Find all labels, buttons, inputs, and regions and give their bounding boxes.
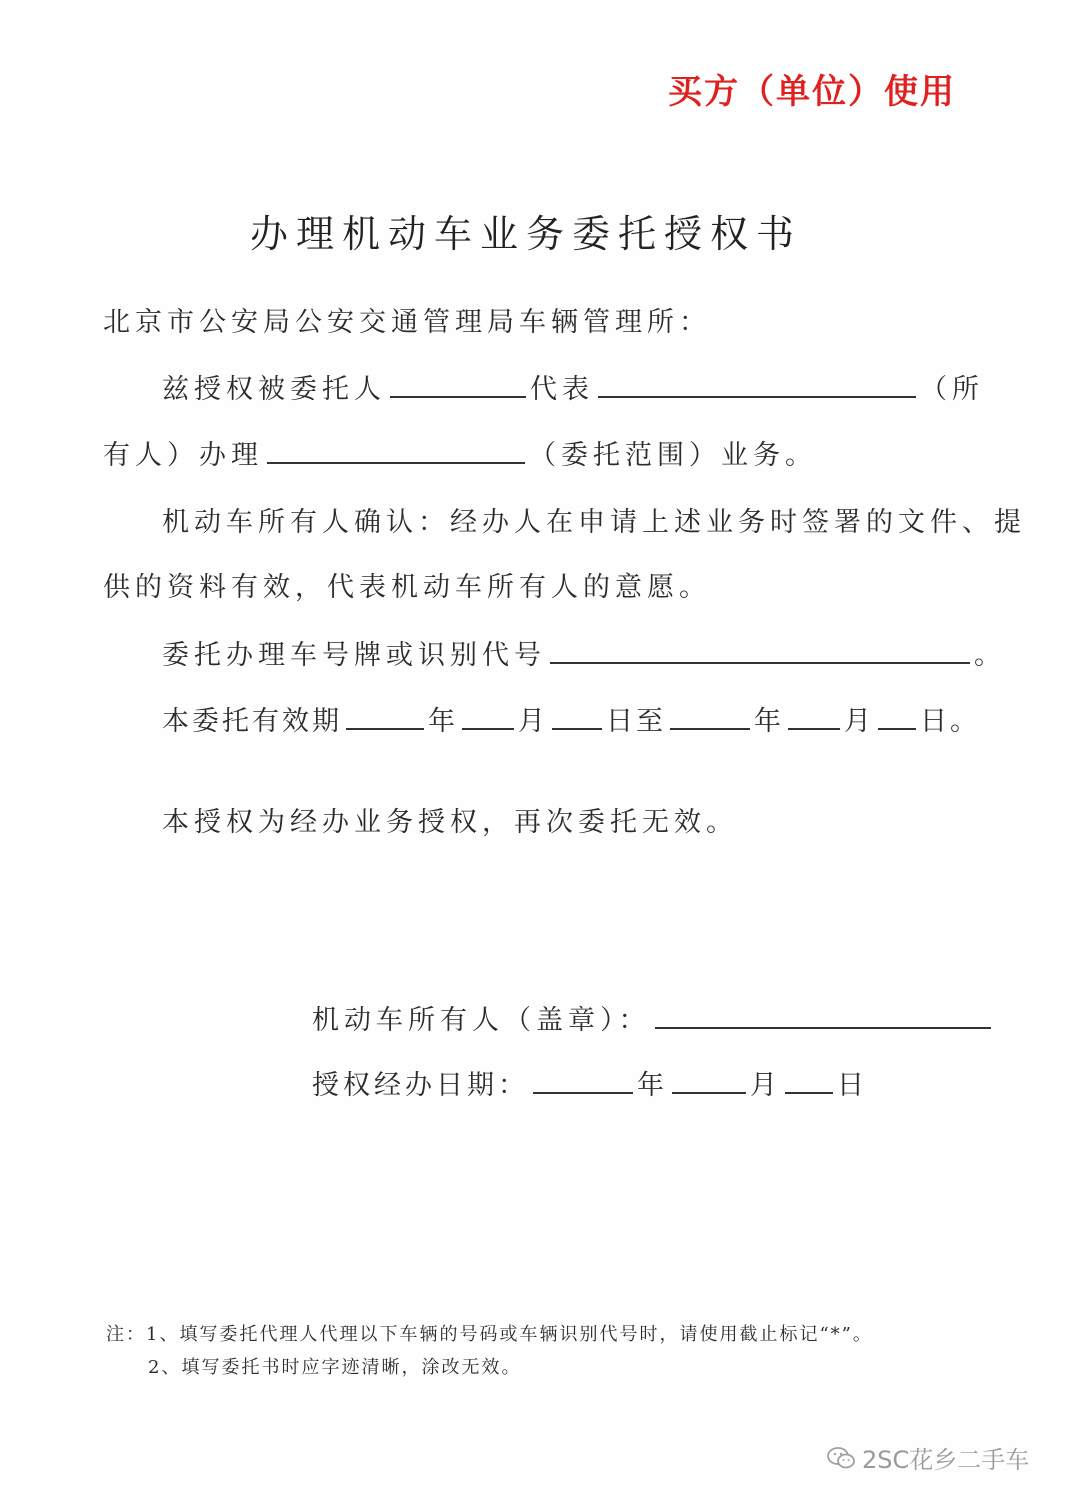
- document-title: 办理机动车业务委托授权书: [250, 212, 803, 256]
- month-label: 月: [518, 706, 548, 737]
- start-year-field[interactable]: [346, 698, 424, 730]
- watermark: [826, 1440, 1029, 1475]
- validity-label: 本委托有效期: [162, 706, 342, 737]
- owner-confirmation-line-1: 机动车所有人确认：经办人在申请上述业务时签署的文件、提: [162, 507, 1026, 538]
- scope-label: （委托范围）业务。: [529, 440, 817, 471]
- plate-label: 委托办理车号牌或识别代号: [162, 640, 546, 671]
- validity-line: [162, 698, 980, 738]
- auth-month-label: 月: [750, 1070, 781, 1101]
- plate-end: 。: [974, 640, 1006, 671]
- end-month-field[interactable]: [788, 698, 840, 730]
- start-day-field[interactable]: [552, 698, 602, 730]
- plate-line: [162, 632, 1006, 672]
- addressee: 北京市公安局公安交通管理局车辆管理所：: [103, 307, 711, 338]
- authorize-label: 兹授权被委托人: [162, 374, 386, 405]
- agent-name-field[interactable]: [390, 366, 526, 398]
- auth-month-field[interactable]: [672, 1062, 746, 1094]
- auth-day-label: 日: [837, 1070, 868, 1101]
- auth-date-line: [312, 1062, 868, 1102]
- note-1: 注：1、填写委托代理人代理以下车辆的号码或车辆识别代号时，请使用截止标记“*”。: [106, 1324, 873, 1345]
- authorization-statement: 本授权为经办业务授权，再次委托无效。: [162, 807, 738, 838]
- auth-year-label: 年: [637, 1070, 668, 1101]
- start-month-field[interactable]: [462, 698, 514, 730]
- scope-field[interactable]: [267, 432, 525, 464]
- month-label-2: 月: [844, 706, 874, 737]
- owner-name-field[interactable]: [598, 366, 916, 398]
- end-year-field[interactable]: [670, 698, 750, 730]
- owner-confirmation-line-2: 供的资料有效，代表机动车所有人的意愿。: [103, 572, 711, 603]
- buyer-use-badge: 买方（单位）使用: [668, 72, 956, 112]
- owner-suffix-label: （所: [920, 374, 984, 405]
- year-label: 年: [428, 706, 458, 737]
- note-2: 2、填写委托书时应字迹清晰，涂改无效。: [148, 1357, 522, 1378]
- wechat-icon: [826, 1445, 856, 1471]
- handle-label: 有人）办理: [103, 440, 263, 471]
- end-day-field[interactable]: [878, 698, 916, 730]
- owner-seal-line: [312, 997, 995, 1037]
- day-end-label: 日。: [920, 706, 980, 737]
- watermark-text: 2SC花乡二手车: [862, 1446, 1030, 1474]
- day-to-label: 日至: [606, 706, 666, 737]
- year-label-2: 年: [754, 706, 784, 737]
- authorization-line-2: [103, 432, 817, 472]
- represent-label: 代表: [530, 374, 594, 405]
- auth-day-field[interactable]: [785, 1062, 833, 1094]
- authorization-line-1: [162, 366, 984, 406]
- plate-field[interactable]: [550, 632, 970, 664]
- owner-seal-label: 机动车所有人（盖章）：: [312, 1005, 651, 1036]
- auth-year-field[interactable]: [533, 1062, 633, 1094]
- auth-date-label: 授权经办日期：: [312, 1070, 529, 1101]
- owner-seal-field[interactable]: [655, 997, 991, 1029]
